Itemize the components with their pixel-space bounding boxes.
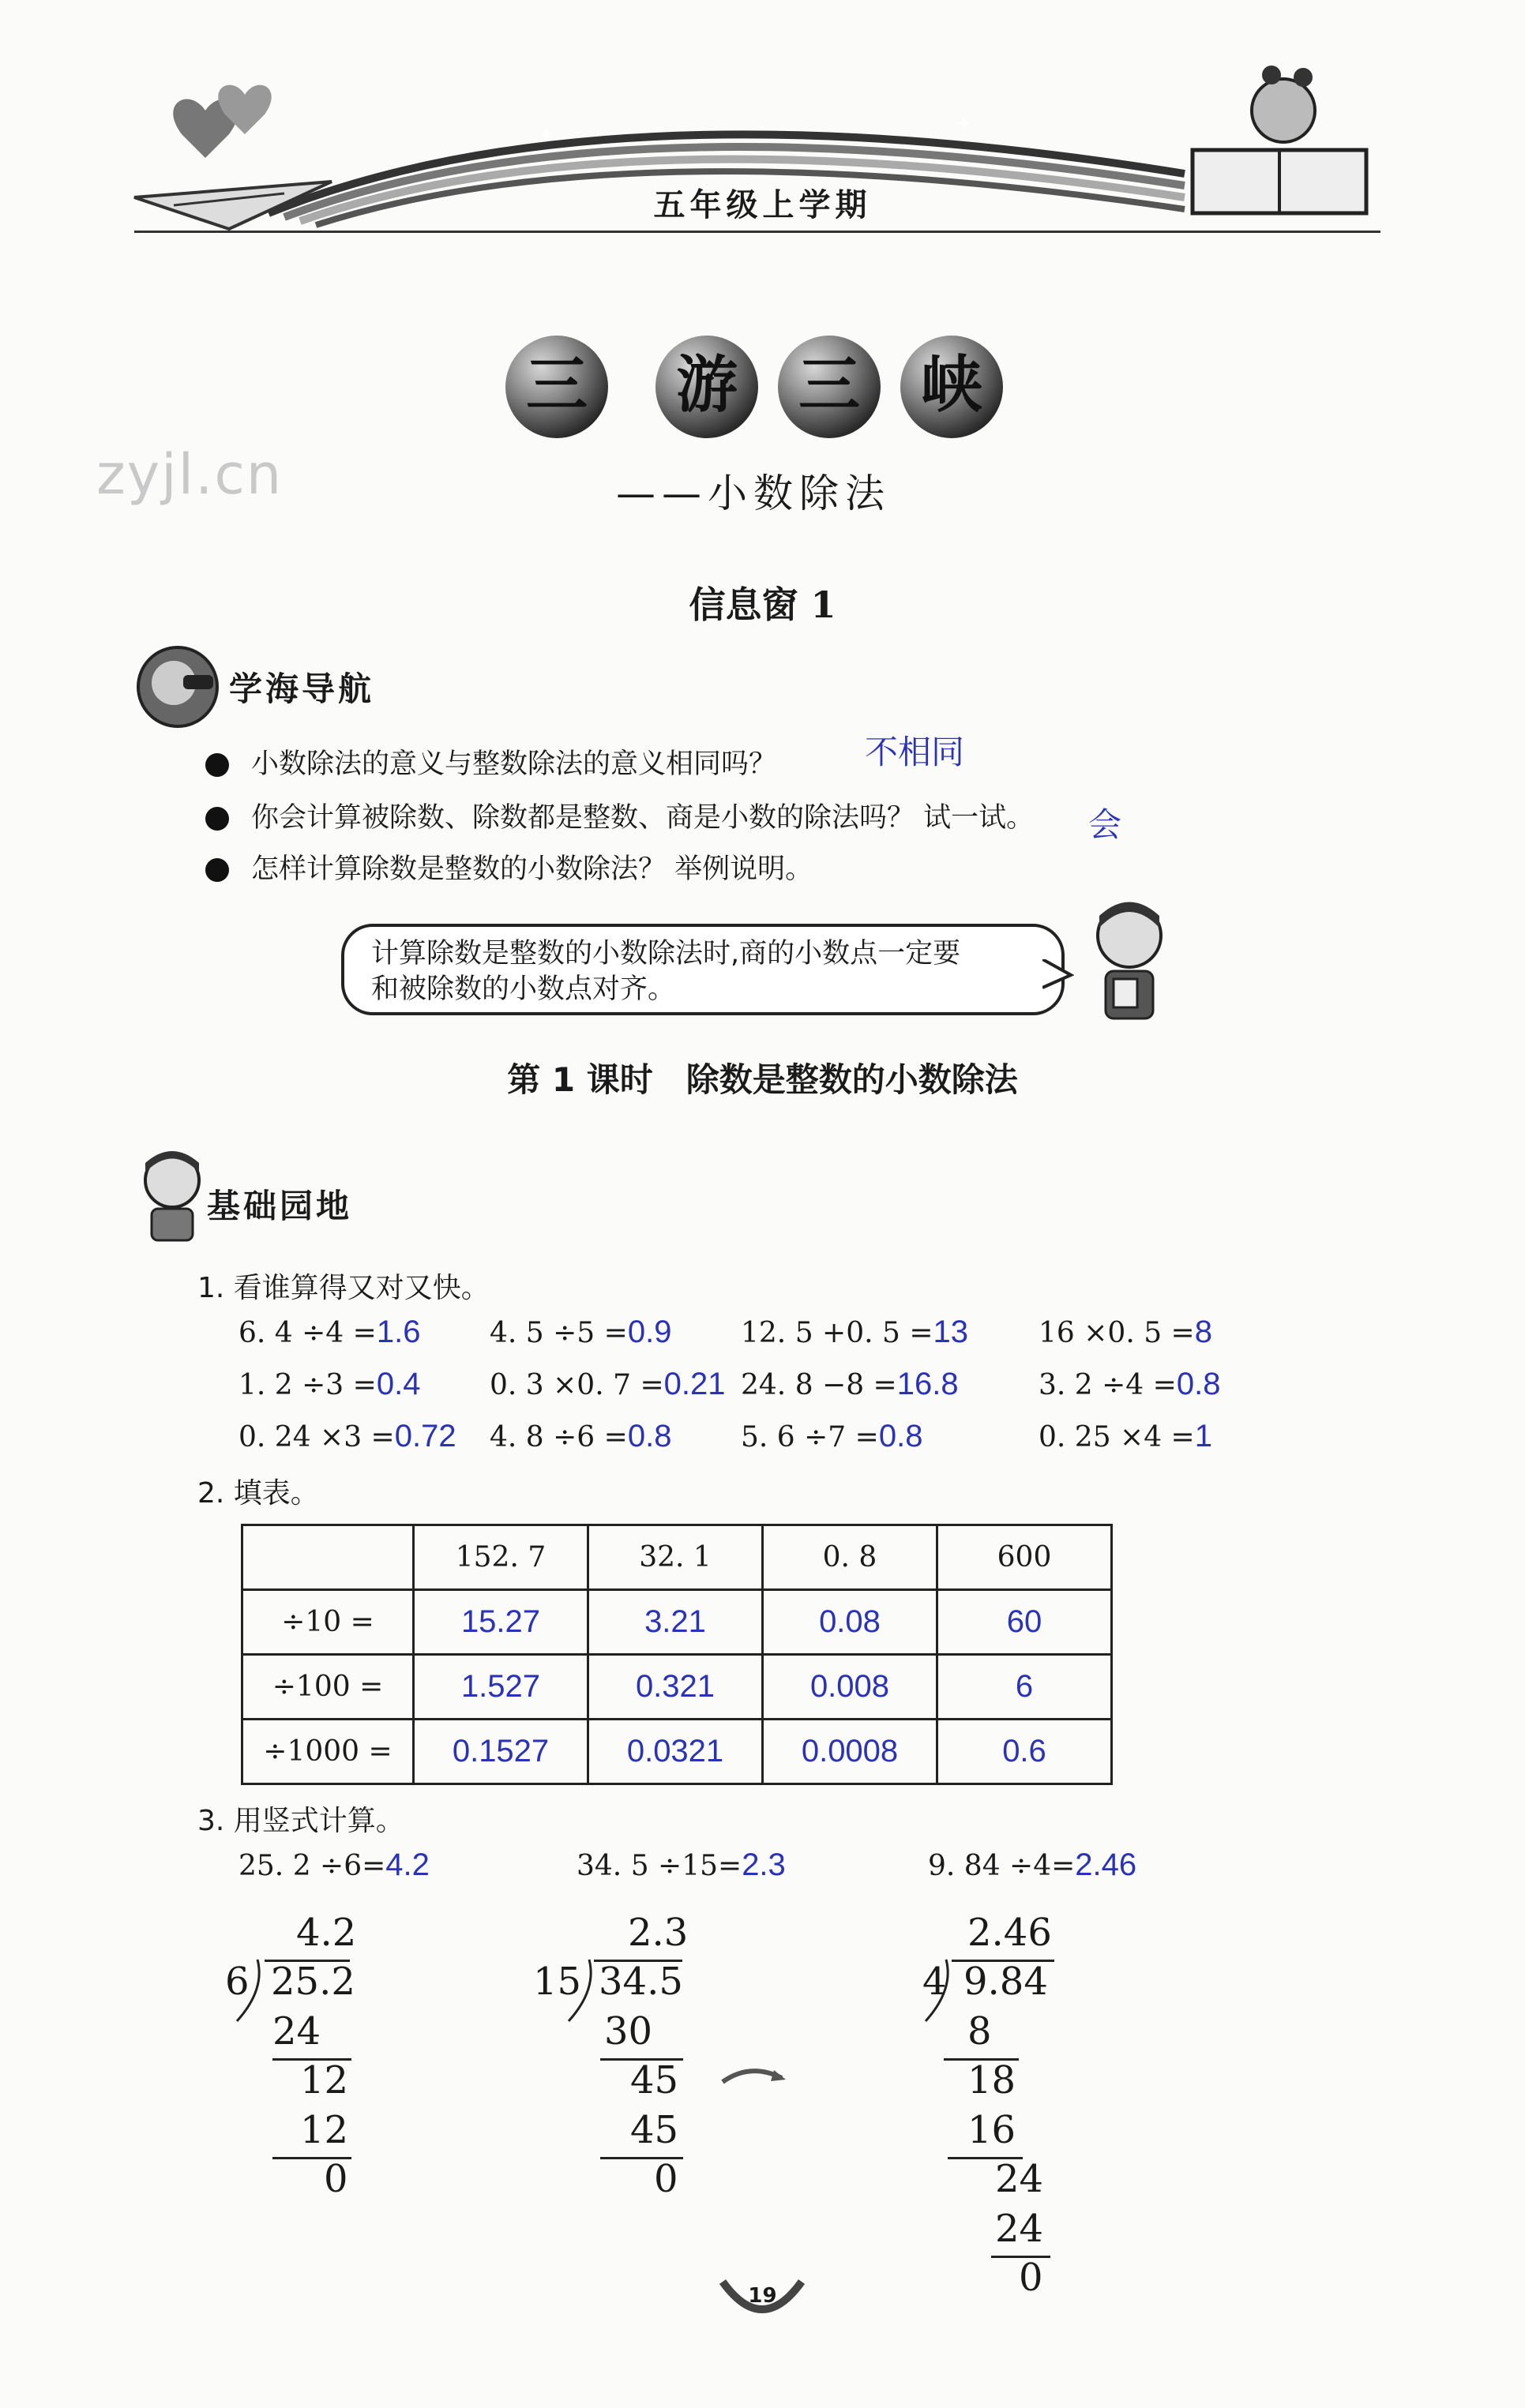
calc-item: 4. 8 ÷6 =0.8 (490, 1419, 672, 1453)
table-cell: 15.27 (414, 1590, 588, 1655)
calc-item: 0. 24 ×3 =0.72 (239, 1419, 456, 1453)
calc-item: 25. 2 ÷6=4.2 (239, 1847, 430, 1882)
study-question: 怎样计算除数是整数的小数除法？ 举例说明。 (205, 847, 813, 887)
header-title: 五年级上学期 (653, 187, 872, 223)
unit-title-char: 游 (655, 336, 758, 438)
svg-text:✦: ✦ (537, 122, 556, 148)
student-mascot-icon (134, 1149, 213, 1243)
bullet-icon (205, 807, 229, 831)
table-cell: 6 (937, 1655, 1112, 1720)
quotient: 2.46 (967, 1911, 1052, 1955)
svg-text:✦: ✦ (956, 112, 973, 136)
watermark: zyjl.cn (96, 442, 284, 507)
step: 12 (300, 2058, 349, 2102)
speech-line: 计算除数是整数的小数除法时,商的小数点一定要 (371, 938, 961, 970)
bullet-icon (205, 753, 229, 777)
step: 0 (654, 2157, 678, 2201)
step: 0 (1019, 2256, 1043, 2300)
table-header-cell: 600 (937, 1525, 1112, 1590)
step: 18 (967, 2058, 1016, 2102)
table-header-cell: 32. 1 (588, 1525, 763, 1590)
divisor: 15 (533, 1960, 582, 2004)
explorer-mascot-icon (134, 643, 221, 730)
page-number: 19 (748, 2284, 777, 2308)
question-label: 3. 用竖式计算。 (197, 1805, 404, 1837)
calc-item: 12. 5 +0. 5 =13 (741, 1315, 969, 1349)
table-cell: 60 (937, 1590, 1112, 1655)
table-op-cell: ÷10 = (242, 1590, 414, 1655)
table-row (242, 1720, 1112, 1784)
boy-reading-icon (1082, 900, 1177, 1026)
info-window-title: 信息窗 1 (689, 583, 836, 626)
unit-subtitle: ——小数除法 (616, 471, 891, 516)
lesson-title: 第 1 课时 除数是整数的小数除法 (507, 1060, 1018, 1099)
step: 12 (300, 2108, 349, 2152)
table-cell: 0.0008 (763, 1720, 937, 1784)
step: 45 (630, 2058, 679, 2102)
unit-title-char: 峡 (900, 336, 1003, 438)
table-cell: 0.321 (588, 1655, 763, 1720)
dividend: 25.2 (271, 1960, 355, 2004)
question-label: 1. 看谁算得又对又快。 (197, 1272, 490, 1304)
calc-item: 16 ×0. 5 =8 (1039, 1315, 1212, 1349)
step: 24 (995, 2157, 1044, 2201)
table-cell (242, 1525, 414, 1590)
calc-item: 3. 2 ÷4 =0.8 (1039, 1367, 1221, 1401)
step: 8 (967, 2009, 992, 2054)
unit-title-char: 三 (778, 336, 881, 438)
speech-line: 和被除数的小数点对齐。 (371, 973, 676, 1005)
table-op-cell: ÷1000 = (242, 1720, 414, 1784)
question-label: 2. 填表。 (197, 1477, 319, 1510)
unit-title-char: 三 (505, 336, 608, 438)
table-row (242, 1590, 1112, 1655)
calc-item: 24. 8 −8 =16.8 (741, 1367, 959, 1401)
dividend: 9.84 (963, 1960, 1048, 2004)
section-title-study-nav: 学海导航 (229, 670, 375, 708)
table-op-cell: ÷100 = (242, 1655, 414, 1720)
calc-item: 0. 25 ×4 =1 (1039, 1419, 1212, 1453)
table-row (242, 1655, 1112, 1720)
table-header-row (242, 1525, 1112, 1590)
step: 16 (967, 2108, 1016, 2152)
step: 0 (324, 2157, 348, 2201)
ornament-icon (719, 2062, 790, 2086)
calc-item: 0. 3 ×0. 7 =0.21 (490, 1367, 726, 1401)
step: 24 (995, 2207, 1044, 2251)
table-header-cell: 0. 8 (763, 1525, 937, 1590)
quotient: 2.3 (628, 1911, 689, 1955)
header-divider (134, 231, 1380, 233)
divisor: 6 (225, 1960, 250, 2004)
study-question: 你会计算被除数、除数都是整数、商是小数的除法吗？ 试一试。 (205, 796, 1034, 835)
table-header-cell: 152. 7 (414, 1525, 588, 1590)
dividend: 34.5 (599, 1960, 683, 2004)
fill-table (241, 1524, 1113, 1785)
study-question: 小数除法的意义与整数除法的意义相同吗？ (205, 742, 776, 782)
step: 45 (630, 2108, 679, 2152)
calc-item: 6. 4 ÷4 =1.6 (239, 1315, 421, 1349)
speech-bubble-tail (1042, 959, 1074, 991)
step: 24 (272, 2009, 321, 2054)
handwritten-answer: 不相同 (865, 733, 965, 771)
table-cell: 0.008 (763, 1655, 937, 1720)
calc-item: 1. 2 ÷3 =0.4 (239, 1367, 421, 1401)
quotient: 4.2 (296, 1911, 357, 1955)
divisor: 4 (922, 1960, 947, 2004)
calc-item: 5. 6 ÷7 =0.8 (741, 1419, 923, 1453)
calc-item: 4. 5 ÷5 =0.9 (490, 1315, 672, 1349)
table-cell: 0.6 (937, 1720, 1112, 1784)
table-cell: 0.1527 (414, 1720, 588, 1784)
table-cell: 3.21 (588, 1590, 763, 1655)
table-cell: 0.0321 (588, 1720, 763, 1784)
section-title-basics: 基础园地 (207, 1187, 353, 1225)
calc-item: 34. 5 ÷15=2.3 (577, 1847, 786, 1882)
table-cell: 0.08 (763, 1590, 937, 1655)
step: 30 (604, 2009, 653, 2054)
calc-item: 9. 84 ÷4=2.46 (928, 1847, 1137, 1882)
bullet-icon (205, 858, 229, 882)
table-cell: 1.527 (414, 1655, 588, 1720)
handwritten-answer: 会 (1088, 806, 1122, 843)
